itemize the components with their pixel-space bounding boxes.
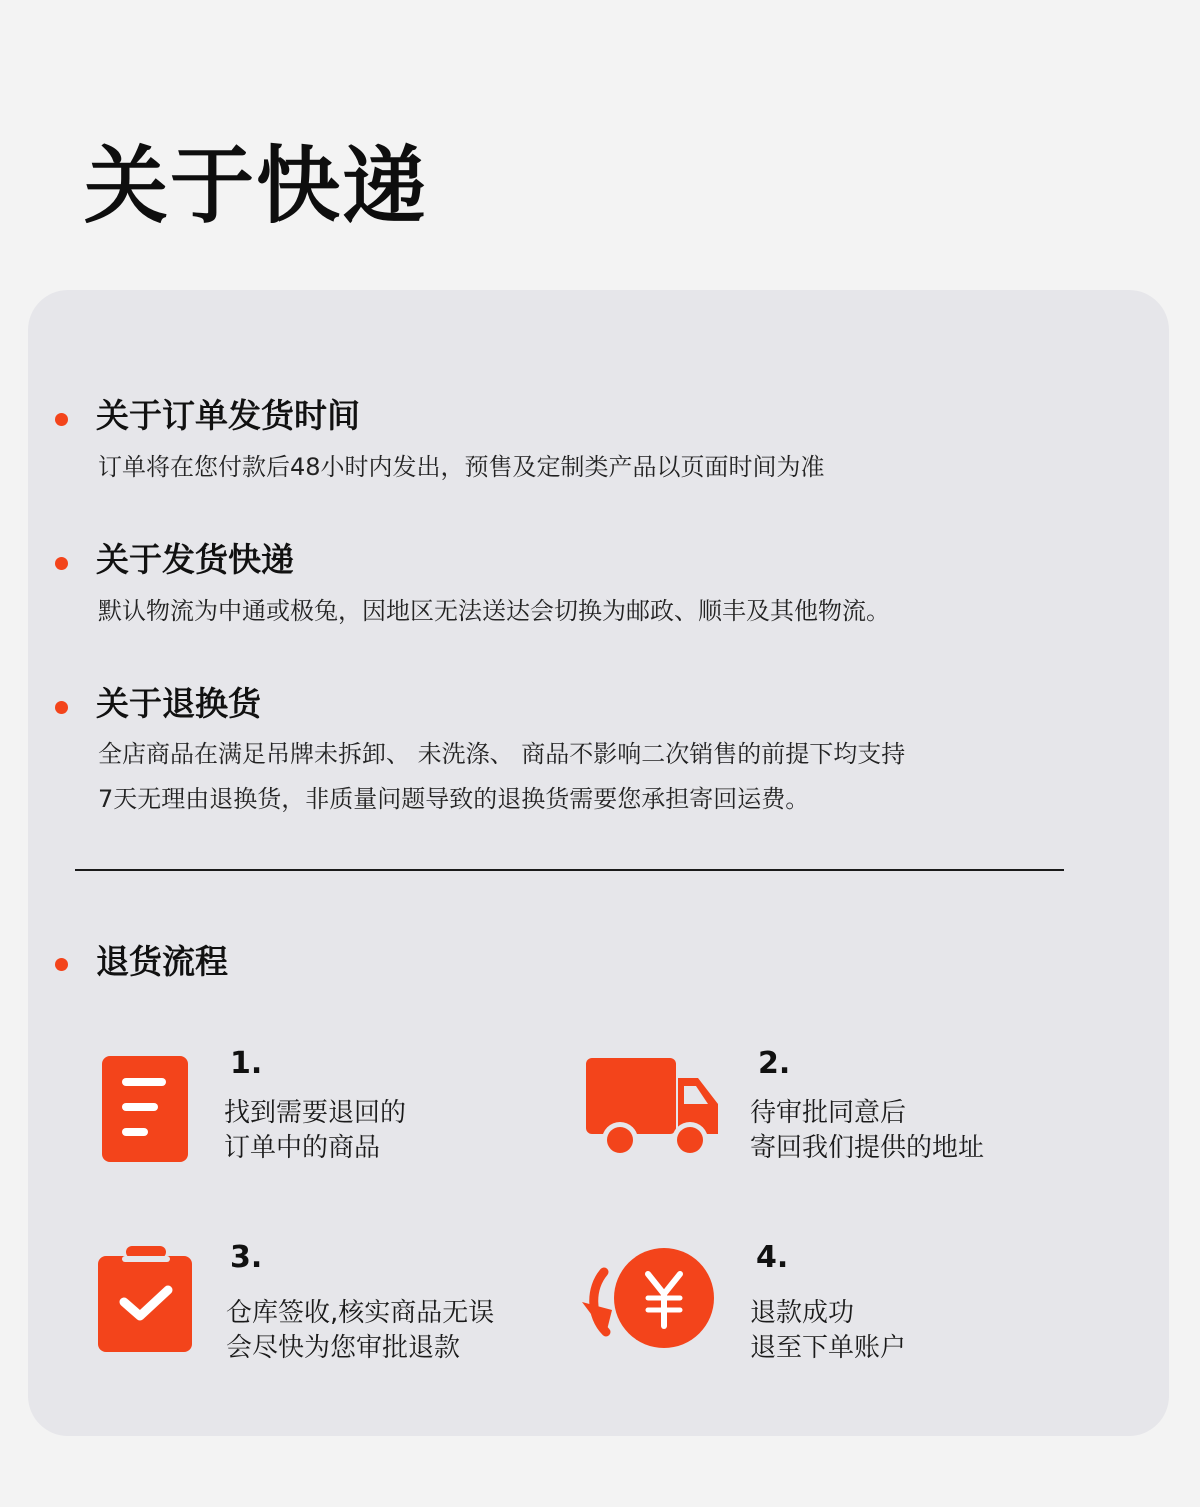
document-icon	[102, 1056, 188, 1166]
step-line: 待审批同意后	[750, 1098, 907, 1128]
section-body	[98, 450, 1078, 485]
step-line: 退款成功	[750, 1298, 855, 1328]
delivery-truck-icon	[586, 1056, 720, 1166]
step-line: 寄回我们提供的地址	[750, 1133, 985, 1164]
yen-refund-icon	[578, 1246, 718, 1360]
bullet-dot	[55, 413, 68, 426]
bullet-dot	[55, 701, 68, 714]
section-heading: 关于退换货	[96, 684, 261, 723]
step-description	[750, 1296, 906, 1366]
step-number: 1.	[230, 1046, 263, 1081]
section-body	[98, 737, 1078, 817]
body-line: 默认物流为中通或极兔，因地区无法送达会切换为邮政、顺丰及其他物流。	[98, 597, 890, 625]
step-line: 仓库签收,核实商品无误	[226, 1298, 495, 1328]
section-body	[98, 594, 1078, 629]
step-description	[750, 1096, 984, 1166]
step-number: 4.	[756, 1240, 789, 1275]
step-line: 订单中的商品	[224, 1133, 381, 1164]
step-description	[224, 1096, 406, 1166]
body-line: 订单将在您付款后48小时内发出，预售及定制类产品以页面时间为准	[98, 453, 825, 481]
info-card	[28, 290, 1169, 1436]
section-heading: 退货流程	[96, 942, 228, 981]
clipboard-check-icon	[98, 1246, 194, 1358]
section-heading: 关于订单发货时间	[96, 396, 360, 435]
section-divider	[75, 869, 1064, 871]
step-number: 3.	[230, 1240, 263, 1275]
section-heading: 关于发货快递	[96, 540, 294, 579]
page-title: 关于快递	[84, 137, 429, 235]
step-number: 2.	[758, 1046, 791, 1081]
bullet-dot	[55, 958, 68, 971]
body-line: 7天无理由退换货，非质量问题导致的退换货需要您承担寄回运费。	[98, 784, 810, 813]
step-line: 找到需要退回的	[224, 1098, 407, 1128]
step-line: 会尽快为您审批退款	[226, 1333, 461, 1364]
body-line: 全店商品在满足吊牌未拆卸、 未洗涤、 商品不影响二次销售的前提下均支持	[98, 740, 906, 768]
step-description	[226, 1296, 494, 1366]
step-line: 退至下单账户	[750, 1333, 907, 1364]
bullet-dot	[55, 557, 68, 570]
